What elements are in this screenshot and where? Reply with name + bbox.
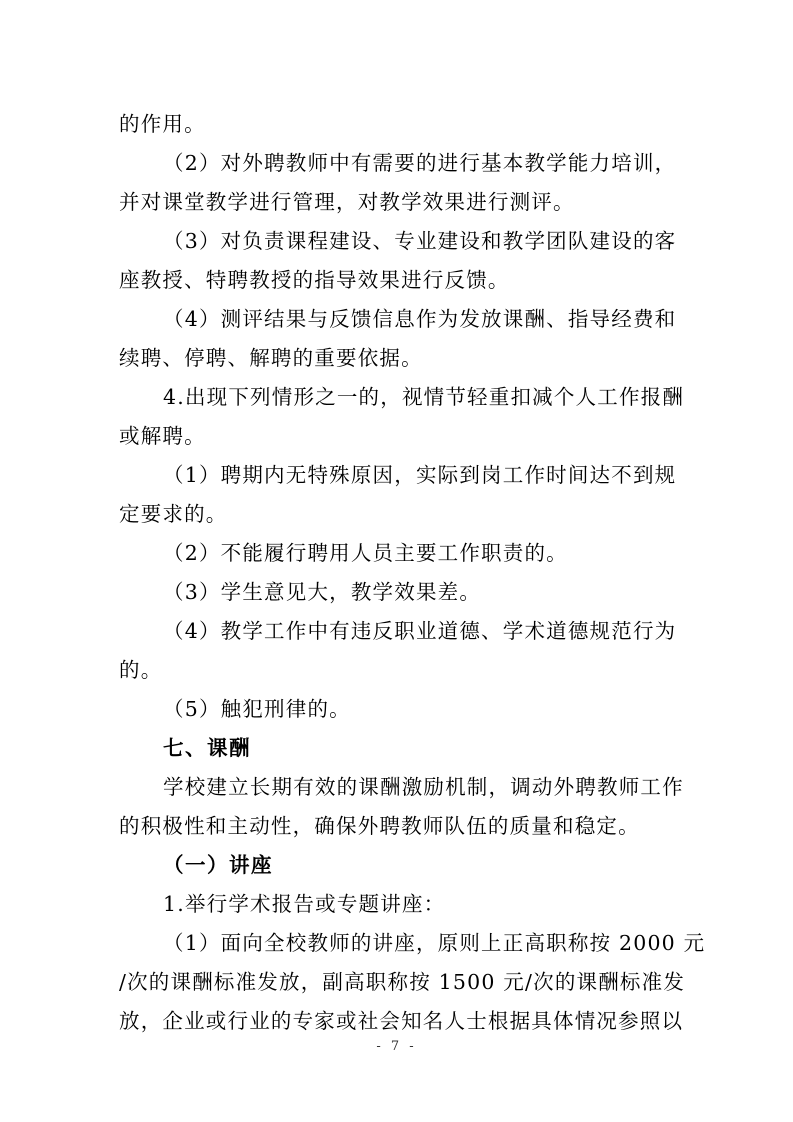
text-line: （4）教学工作中有违反职业道德、学术道德规范行为 xyxy=(163,619,677,643)
text-line: 学校建立长期有效的课酬激励机制，调动外聘教师工作 xyxy=(163,775,684,799)
text-line: （1）面向全校教师的讲座，原则上正高职称按 2000 元 xyxy=(163,931,706,955)
text-line: （3）对负责课程建设、专业建设和教学团队建设的客 xyxy=(163,229,677,253)
subsection-heading: （一）讲座 xyxy=(163,853,273,877)
text-line: （5）触犯刑律的。 xyxy=(163,697,351,721)
section-heading: 七、课酬 xyxy=(163,736,251,760)
text-line: 4.出现下列情形之一的，视情节轻重扣减个人工作报酬 xyxy=(163,385,685,409)
text-line: 1.举行学术报告或专题讲座： xyxy=(163,892,446,916)
text-line: 的。 xyxy=(119,658,163,682)
text-line: （1）聘期内无特殊原因，实际到岗工作时间达不到规 xyxy=(163,463,677,487)
text-line: 的作用。 xyxy=(119,112,206,136)
text-line: 定要求的。 xyxy=(119,502,228,526)
text-line: 续聘、停聘、解聘的重要依据。 xyxy=(119,346,423,370)
text-line: 并对课堂教学进行管理，对教学效果进行测评。 xyxy=(119,190,575,214)
page-number: - 7 - xyxy=(376,1039,417,1054)
text-line: （4）测评结果与反馈信息作为发放课酬、指导经费和 xyxy=(163,307,677,331)
text-line: 放，企业或行业的专家或社会知名人士根据具体情况参照以 xyxy=(119,1009,684,1033)
text-line: （2）对外聘教师中有需要的进行基本教学能力培训， xyxy=(163,151,677,175)
text-line: 的积极性和主动性，确保外聘教师队伍的质量和稳定。 xyxy=(119,814,640,838)
text-line: 或解聘。 xyxy=(119,424,206,448)
text-line: /次的课酬标准发放，副高职称按 1500 元/次的课酬标准发 xyxy=(119,970,686,994)
text-line: （3）学生意见大，教学效果差。 xyxy=(163,580,482,604)
text-line: 座教授、特聘教授的指导效果进行反馈。 xyxy=(119,268,510,292)
text-line: （2）不能履行聘用人员主要工作职责的。 xyxy=(163,541,568,565)
